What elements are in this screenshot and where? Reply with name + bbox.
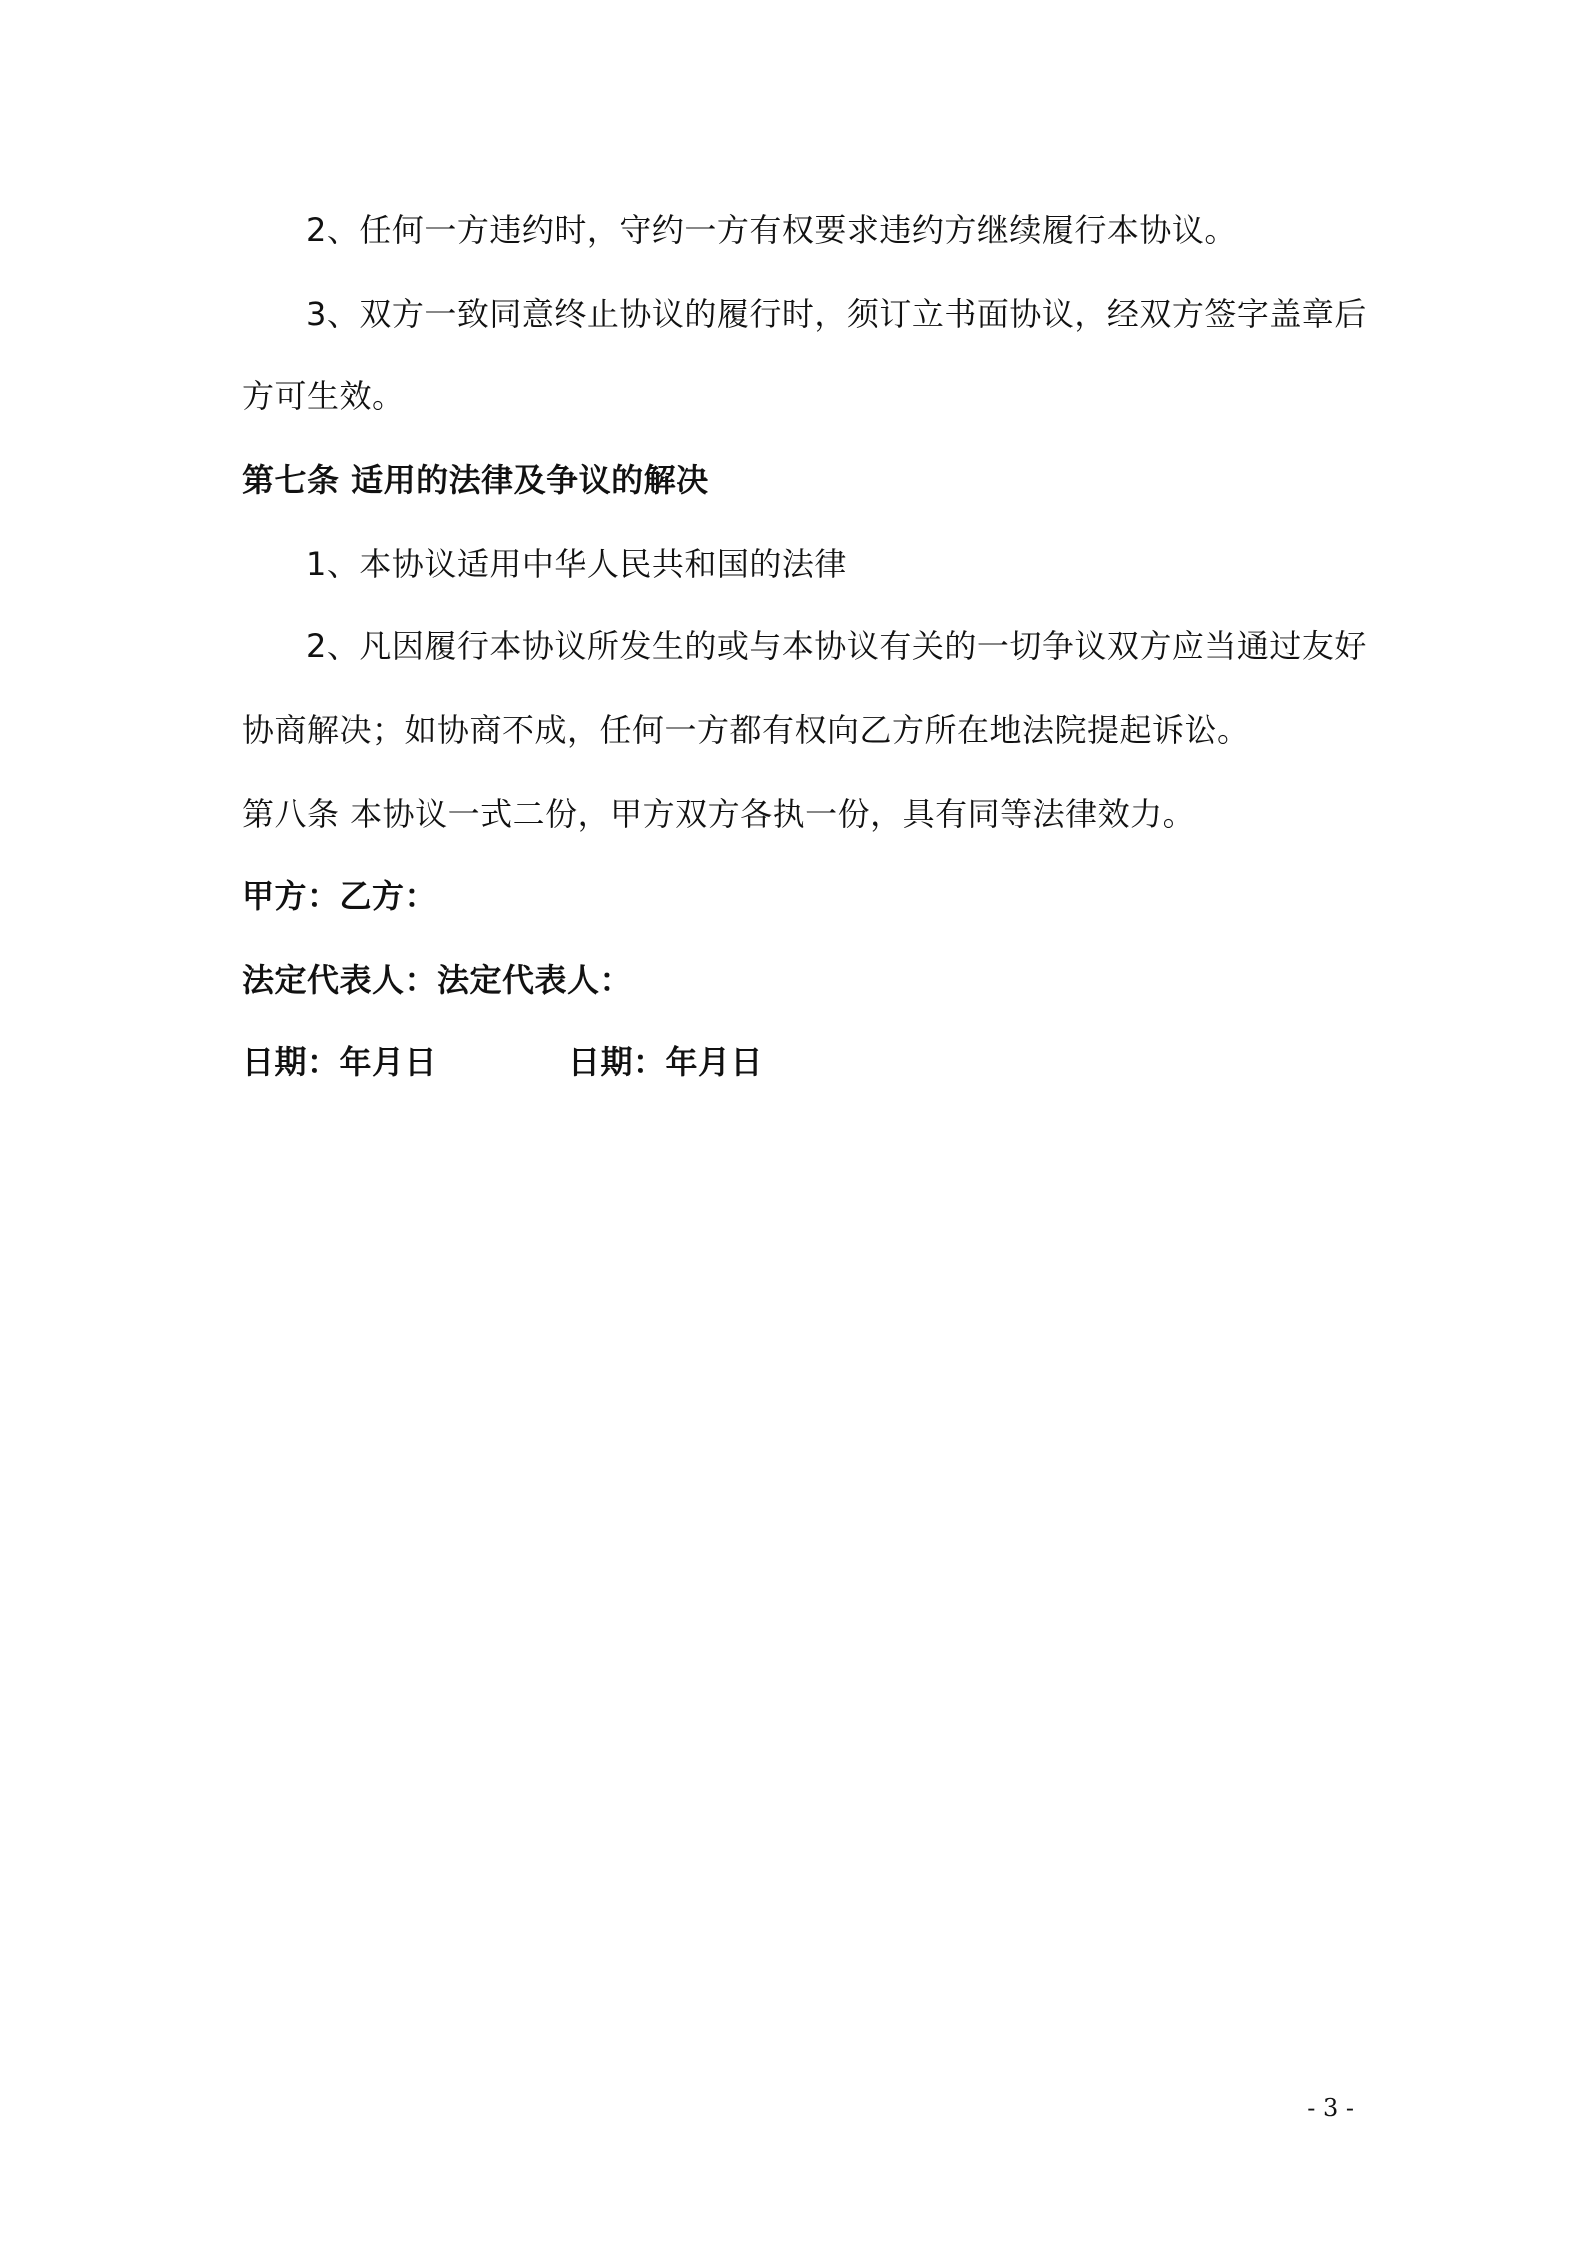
paragraph-dispute-line-2: 协商解决；如协商不成，任何一方都有权向乙方所在地法院提起诉讼。 (242, 711, 1250, 749)
paragraph-termination-line-1: 3、双方一致同意终止协议的履行时，须订立书面协议，经双方签字盖章后 (306, 295, 1367, 333)
signature-parties: 甲方：乙方： (242, 877, 438, 915)
article-8: 第八条 本协议一式二份，甲方双方各执一份，具有同等法律效力。 (242, 795, 1196, 833)
signature-date-left: 日期：年月日 (242, 1043, 438, 1081)
paragraph-termination-line-2: 方可生效。 (242, 377, 405, 415)
article-7-heading: 第七条 适用的法律及争议的解决 (242, 461, 709, 499)
paragraph-applicable-law: 1、本协议适用中华人民共和国的法律 (306, 545, 847, 583)
signature-date-right: 日期：年月日 (568, 1043, 764, 1081)
paragraph-breach: 2、任何一方违约时，守约一方有权要求违约方继续履行本协议。 (306, 211, 1237, 249)
paragraph-dispute-line-1: 2、凡因履行本协议所发生的或与本协议有关的一切争议双方应当通过友好 (306, 627, 1367, 665)
signature-representatives: 法定代表人：法定代表人： (242, 961, 633, 999)
page-number: - 3 - (1307, 2094, 1354, 2122)
